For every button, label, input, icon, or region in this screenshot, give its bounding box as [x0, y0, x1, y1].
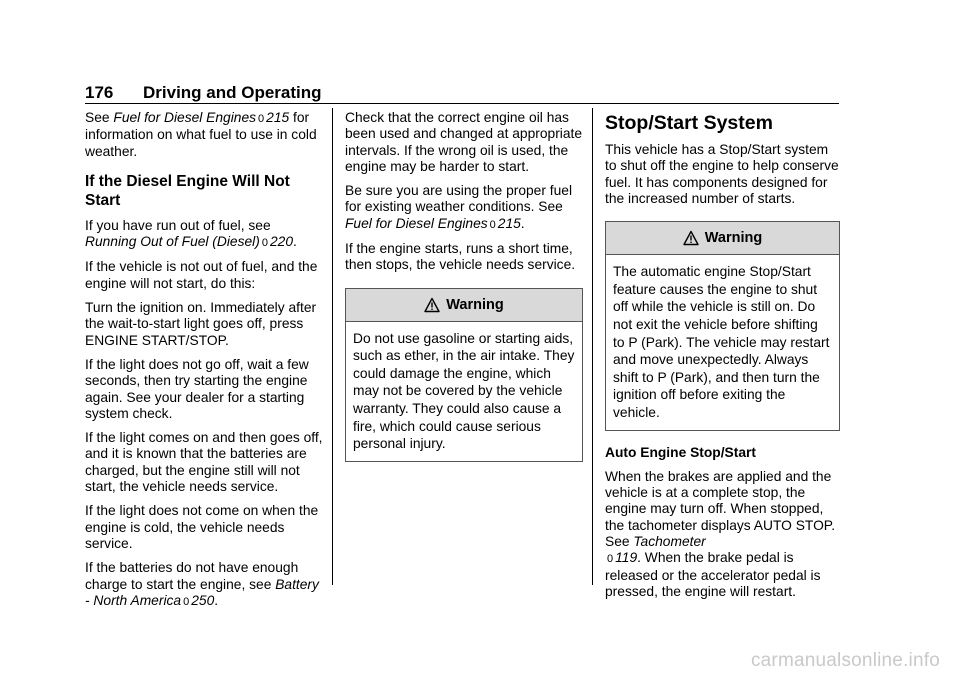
page-ref[interactable]: 250	[191, 592, 215, 608]
header-rule	[85, 103, 839, 104]
section-heading: Stop/Start System	[605, 112, 773, 134]
paragraph: Be sure you are using the proper fuel for existing weather conditions. See Fuel for Diesel Engines 0 215.	[345, 183, 573, 231]
cross-reference-link[interactable]: Battery - North America	[85, 576, 319, 608]
warning-box	[345, 288, 583, 462]
warning-header	[346, 289, 582, 322]
paragraph: If the light does not go off, wait a few seconds, then try starting the engine again. See your dealer for a starting system check.	[85, 356, 309, 421]
watermark: carmanualsonline.info	[750, 650, 940, 671]
warning-body: The automatic engine Stop/Start feature causes the engine to shut off while the vehicle is still on. Do not exit the vehicle before shifting to P (Park). The vehicle may restart and move unexpectedly. Always shift to P (Park), and then turn the ignition off before exiting the vehicle.	[613, 264, 830, 420]
warning-header	[606, 222, 839, 255]
warning-triangle-icon	[424, 297, 440, 313]
column-2	[345, 110, 583, 470]
paragraph: If the light does not come on when the engine is cold, the vehicle needs service.	[85, 503, 319, 551]
paragraph: If the batteries do not have enough charge to start the engine, see Battery - North America 0 250.	[85, 560, 319, 608]
page-header	[85, 83, 839, 103]
cross-reference-link[interactable]: Fuel for Diesel Engines	[113, 110, 257, 125]
paragraph: See Fuel for Diesel Engines 0 215 for information on what fuel to use in cold weather.	[85, 110, 317, 159]
paragraph: If the light comes on and then goes off, and it is known that the batteries are charged, but the engine still will not start, the vehicle needs service.	[85, 430, 323, 495]
paragraph: If the vehicle is not out of fuel, and the engine will not start, do this:	[85, 259, 318, 291]
page-ref-icon: 0	[607, 553, 614, 566]
page-ref-icon: 0	[258, 113, 265, 125]
page-ref-icon: 0	[489, 218, 496, 231]
paragraph: If the engine starts, runs a short time, then stops, the vehicle needs service.	[345, 241, 576, 273]
column-3	[605, 110, 840, 608]
paragraph: If you have run out of fuel, see Running Out of Fuel (Diesel) 0 220.	[85, 217, 297, 250]
subsection-heading: Auto Engine Stop/Start	[605, 444, 756, 460]
warning-box	[605, 221, 840, 430]
page-ref-icon: 0	[183, 595, 190, 608]
page-number: 176	[85, 83, 114, 102]
page-ref[interactable]: 215	[266, 110, 290, 125]
paragraph: Check that the correct engine oil has been used and changed at appropriate intervals. If the wrong oil is used, the engine may be harder to start.	[345, 110, 583, 174]
column-divider	[332, 108, 333, 585]
page-ref-icon: 0	[261, 237, 268, 250]
page-ref[interactable]: 215	[497, 215, 521, 231]
warning-title: Warning	[446, 296, 504, 313]
cross-reference-link[interactable]: Running Out of Fuel (Diesel)	[85, 234, 260, 250]
paragraph: Turn the ignition on. Immediately after the wait-to-start light goes off, press ENGINE START/STOP.	[85, 300, 317, 348]
cross-reference-link[interactable]: Tachometer	[633, 534, 706, 550]
paragraph: When the brakes are applied and the vehicle is at a complete stop, the engine may turn off. When stopped, the tachometer displays AUTO STOP. See Tachometer 0 119. When the brake pedal is released or the accelerator pedal is pressed, the engine will restart.	[605, 468, 836, 599]
warning-triangle-icon	[683, 230, 699, 246]
warning-title: Warning	[704, 230, 763, 247]
column-divider	[592, 108, 593, 585]
paragraph: This vehicle has a Stop/Start system to shut off the engine to help conserve fuel. It has components designed for the increased number of starts.	[605, 142, 839, 206]
column-1	[85, 110, 323, 618]
section-heading: If the Diesel Engine Will Not Start	[85, 172, 290, 209]
warning-body: Do not use gasoline or starting aids, such as ether, in the air intake. They could damage the engine, which may not be covered by the vehicle warranty. They could also cause a fire, which could cause serious personal injury.	[353, 330, 575, 452]
page-ref[interactable]: 119	[615, 550, 638, 566]
page-ref[interactable]: 220	[269, 234, 293, 250]
section-title: Driving and Operating	[143, 83, 322, 102]
cross-reference-link[interactable]: Fuel for Diesel Engines	[345, 215, 488, 231]
